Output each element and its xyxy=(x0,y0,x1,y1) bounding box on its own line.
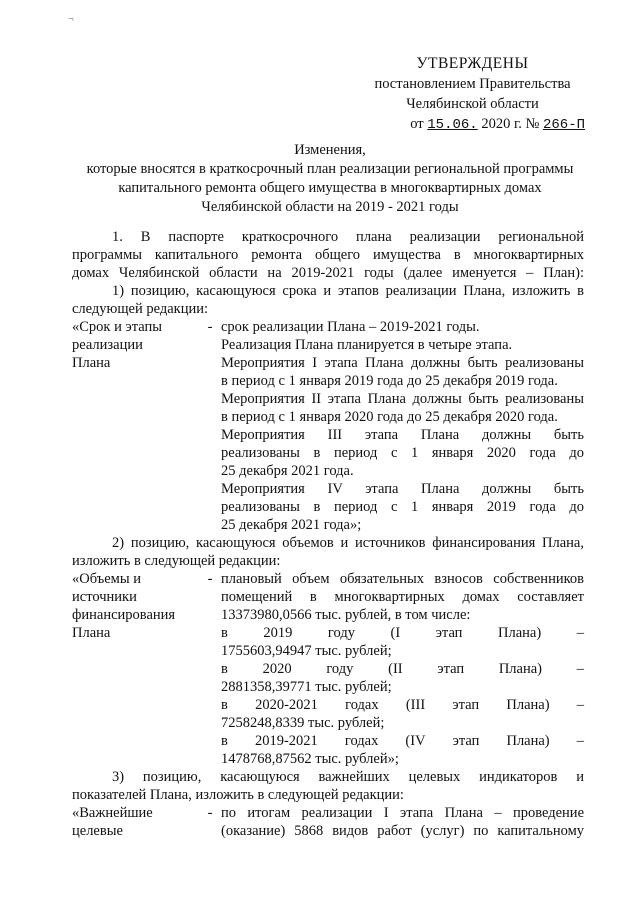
word: 2020 xyxy=(262,661,292,677)
value-line: Реализация Плана планируется в четыре этапа. xyxy=(221,337,513,353)
text-line: следующей редакции: xyxy=(72,301,209,317)
stage-amount: 1478768,87562 тыс. рублей»; xyxy=(221,751,399,767)
value-line: реализованы в период с 1 января 2019 года до xyxy=(221,499,584,515)
value-line: 25 декабря 2021 года»; xyxy=(221,517,362,533)
word: Плана) xyxy=(497,625,542,641)
value-line: в период с 1 января 2019 года до 25 декабря 2019 года. xyxy=(221,373,558,389)
approval-date-line xyxy=(360,114,585,135)
word: этап xyxy=(435,625,463,641)
corner-mark: ¬ xyxy=(68,14,74,25)
position-indicators xyxy=(72,804,584,840)
position-term-stages xyxy=(72,318,584,534)
stage-amount: 2881358,39771 тыс. рублей; xyxy=(221,679,392,695)
stage-row xyxy=(221,660,584,678)
stage-row xyxy=(221,696,584,714)
title-line-3: капитального ремонта общего имущества в многоквартирных домах xyxy=(118,180,542,196)
text-line: 1) позицию, касающуюся срока и этапов реализации Плана, изложить в xyxy=(112,283,584,299)
word: в xyxy=(221,733,228,749)
text-line: домах Челябинской области на 2019-2021 годы (далее именуется – План): xyxy=(72,265,584,281)
word: (III xyxy=(405,697,426,713)
word: этап xyxy=(452,733,480,749)
position-financing xyxy=(72,570,584,768)
stage-row xyxy=(221,732,584,750)
position-value xyxy=(221,318,584,534)
stage-amount: 7258248,8339 тыс. рублей; xyxy=(221,715,385,731)
label-line: реализации xyxy=(72,337,143,353)
value-line: Мероприятия III этапа Плана должны быть xyxy=(221,427,584,443)
position-label xyxy=(72,570,199,768)
word: (IV xyxy=(405,733,426,749)
value-line: Мероприятия IV этапа Плана должны быть xyxy=(221,481,584,497)
approval-head: УТВЕРЖДЕНЫ xyxy=(416,55,529,72)
dash: - xyxy=(207,571,213,587)
word: этап xyxy=(437,661,465,677)
value-line: в период с 1 января 2020 года до 25 декабря 2020 года. xyxy=(221,409,558,425)
paragraph-1-1 xyxy=(72,282,584,318)
position-value xyxy=(221,804,584,840)
date-prefix: от xyxy=(410,116,424,132)
dash: - xyxy=(207,805,213,821)
title-line-2: которые вносятся в краткосрочный план реализации региональной программы xyxy=(86,161,574,177)
word: годах xyxy=(345,697,379,713)
approval-number: 266-П xyxy=(542,117,585,133)
text-line: показателей Плана, изложить в следующей редакции: xyxy=(72,787,404,803)
word: этап xyxy=(452,697,480,713)
paragraph-1-3 xyxy=(72,768,584,804)
text-line: 1. В паспорте краткосрочного плана реализации региональной xyxy=(112,229,584,245)
label-line: целевые xyxy=(72,823,123,839)
date-suffix: 2020 г. № xyxy=(481,116,540,132)
word: годах xyxy=(344,733,379,749)
word: году xyxy=(326,661,354,677)
position-label xyxy=(72,318,199,534)
word: (II xyxy=(388,661,403,677)
stage-row xyxy=(221,624,584,642)
document-body xyxy=(72,228,584,840)
word: 2020-2021 xyxy=(255,697,318,713)
word: Плана) xyxy=(506,733,550,749)
text-line: программы капитального ремонта общего имущества в многоквартирных xyxy=(72,247,584,263)
position-value xyxy=(221,570,584,768)
approval-line-2: Челябинской области xyxy=(406,96,539,112)
word: – xyxy=(576,625,584,641)
word: в xyxy=(221,697,228,713)
word: году xyxy=(327,625,355,641)
stage-amount: 1755603,94947 тыс. рублей; xyxy=(221,643,392,659)
approval-stamp xyxy=(360,54,585,135)
word: 2019 xyxy=(263,625,293,641)
title-line-1: Изменения, xyxy=(294,142,366,158)
paragraph-1 xyxy=(72,228,584,282)
label-line: «Срок и этапы xyxy=(72,319,162,335)
word: Плана) xyxy=(506,697,550,713)
value-line: Мероприятия II этапа Плана должны быть реализованы xyxy=(221,391,584,407)
word: в xyxy=(221,661,228,677)
value-line: 13373980,0566 тыс. рублей, в том числе: xyxy=(221,607,471,623)
approval-date: 15.06. xyxy=(427,117,478,133)
document-title xyxy=(60,141,600,217)
value-line: Мероприятия I этапа Плана должны быть реализованы xyxy=(221,355,584,371)
value-line: (оказание) 5868 видов работ (услуг) по капитальному xyxy=(221,823,584,839)
approval-line-1: постановлением Правительства xyxy=(374,76,571,92)
dash: - xyxy=(207,319,213,335)
label-line: финансирования xyxy=(72,607,176,623)
word: 2019-2021 xyxy=(254,733,318,749)
text-line: 3) позицию, касающуюся важнейших целевых индикаторов и xyxy=(112,769,584,785)
text-line: 2) позицию, касающуюся объемов и источников финансирования Плана, xyxy=(112,535,584,551)
word: в xyxy=(221,625,228,641)
label-line: «Объемы и xyxy=(72,571,141,587)
word: – xyxy=(576,733,584,749)
word: – xyxy=(576,697,584,713)
value-line: срок реализации Плана – 2019-2021 годы. xyxy=(221,319,480,335)
label-line: Плана xyxy=(72,625,111,641)
paragraph-1-2 xyxy=(72,534,584,570)
value-line: плановый объем обязательных взносов собственников xyxy=(221,571,584,587)
text-line: изложить в следующей редакции: xyxy=(72,553,281,569)
label-line: источники xyxy=(72,589,137,605)
value-line: помещений в многоквартирных домах составляет xyxy=(221,589,584,605)
word: – xyxy=(576,661,584,677)
value-line: по итогам реализации I этапа Плана – проведение xyxy=(221,805,584,821)
position-label xyxy=(72,804,199,840)
word: Плана) xyxy=(498,661,542,677)
label-line: Плана xyxy=(72,355,111,371)
value-line: реализованы в период с 1 января 2020 года до xyxy=(221,445,584,461)
value-line: 25 декабря 2021 года. xyxy=(221,463,354,479)
title-line-4: Челябинской области на 2019 - 2021 годы xyxy=(201,199,459,215)
label-line: «Важнейшие xyxy=(72,805,153,821)
word: (I xyxy=(390,625,401,641)
